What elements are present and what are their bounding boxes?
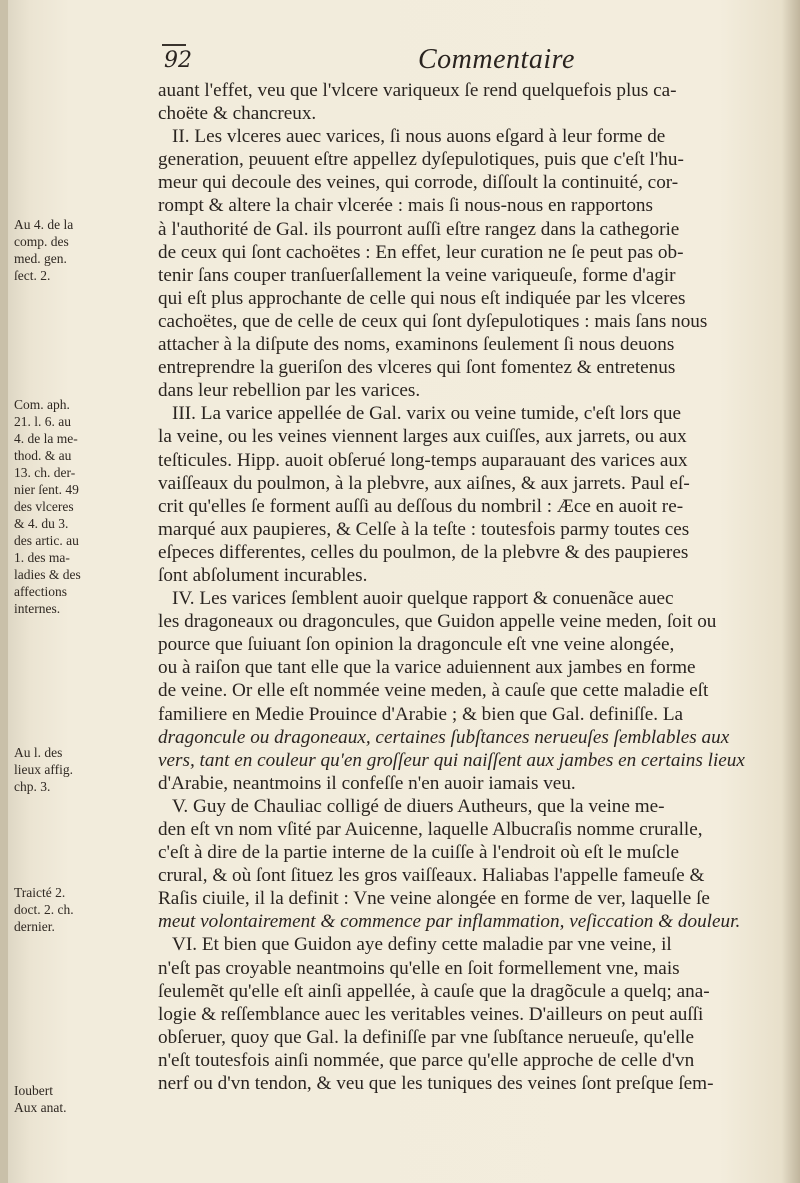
paragraph-V-start: V. Guy de Chauliac colligé de diuers Autheurs, que la veine me- [172, 795, 665, 817]
margin-note-line: & 4. du 3. [14, 516, 69, 531]
margin-note-line: 4. de la me- [14, 431, 78, 446]
text-line: eſpeces differentes, celles du poulmon, de la plebvre & des paupieres [158, 541, 689, 563]
text-line: dans leur rebellion par les varices. [158, 380, 421, 402]
text-line: logie & reſſemblance auec les veritables veines. D'ailleurs on peut auſſi [158, 1003, 704, 1025]
margin-note-line: thod. & au [14, 448, 72, 463]
margin-note-line: des artic. au [14, 533, 79, 548]
page-right-shadow [782, 0, 800, 1183]
text-line: qui eſt plus approchante de celle qui nous eſt indiquée par les vlceres [158, 287, 686, 309]
page-gutter [0, 0, 8, 1183]
text-line: meut volontairement & commence par inflammation, veſiccation & douleur. [158, 911, 741, 933]
margin-note [14, 216, 154, 284]
text-line: d'Arabie, neantmoins il confeſſe n'en auoir iamais veu. [158, 772, 576, 794]
text-line: auant l'effet, veu que l'vlcere variqueux ſe rend quelquefois plus ca- [158, 80, 677, 101]
margin-note-line: Au l. des [14, 745, 63, 760]
margin-note-line: affections [14, 584, 67, 599]
text-line: cachoëtes, que de celle de ceux qui ſont dyſepulotiques : mais ſans nous [158, 310, 708, 332]
text-line: ſeulemẽt qu'elle eſt ainſi appellée, à cauſe que la dragõcule a quelq; ana- [158, 980, 710, 1002]
text-line: n'eſt toutesfois ainſi nommée, que parce qu'elle approche de celle d'vn [158, 1049, 695, 1071]
margin-note-line: doct. 2. ch. [14, 902, 74, 917]
text-line: teſticules. Hipp. auoit obſerué long-temps auparauant des varices aux [158, 449, 688, 471]
page-number-rule [162, 44, 186, 46]
text-line: à l'authorité de Gal. ils pourront auſſi eſtre rangez dans la cathegorie [158, 218, 680, 240]
margin-note [14, 396, 154, 617]
margin-note-line: dernier. [14, 919, 55, 934]
running-title: Commentaire [418, 44, 575, 75]
text-line: generation, peuuent eſtre appellez dyſepulotiques, puis que c'eſt l'hu- [158, 149, 684, 171]
text-line: den eſt vn nom vſité par Auicenne, laquelle Albucraſis nomme cruralle, [158, 819, 703, 840]
margin-note-line: nier ſent. 49 [14, 482, 79, 497]
text-line: crural, & où ſont ſituez les gros vaiſſeaux. Haliabas l'appelle fameuſe & [158, 865, 705, 887]
margin-note-line: Aux anat. [14, 1100, 67, 1115]
margin-note-line: 13. ch. der- [14, 465, 76, 480]
text-line: les dragoneaux ou dragoncules, que Guidon appelle veine meden, ſoit ou [158, 611, 717, 633]
text-line: attacher à la diſpute des noms, examinons ſeulement ſi nous deuons [158, 334, 675, 356]
paragraph-IV-start: IV. Les varices ſemblent auoir quelque rapport & conuenãce auec [172, 588, 674, 610]
page-number: 92 [164, 48, 192, 73]
margin-note-line: lieux affig. [14, 762, 73, 777]
text-line: la veine, ou les veines viennent larges aux cuiſſes, aux jarrets, ou aux [158, 426, 687, 448]
text-line: dragoncule ou dragoneaux, certaines ſubſtances nerueuſes ſemblables aux [158, 726, 730, 748]
text-line: vaiſſeaux du poulmon, à la plebvre, aux aiſnes, & aux jarrets. Paul eſ- [158, 472, 690, 494]
margin-note [14, 1082, 154, 1116]
text-line: ou à raiſon que tant elle que la varice aduiennent aux jambes en forme [158, 657, 696, 679]
text-line: c'eſt à dire de la partie interne de la cuiſſe à l'endroit où eſt le muſcle [158, 842, 680, 864]
body-text [158, 79, 782, 1095]
text-line: meur qui decoule des veines, qui corrode, diſſoult la continuité, cor- [158, 172, 679, 194]
text-line: rompt & altere la chair vlcerée : mais ſi nous-nous en rapportons [158, 195, 653, 217]
text-line: de veine. Or elle eſt nommée veine meden, à cauſe que cette maladie eſt [158, 680, 709, 702]
margin-note-line: comp. des [14, 234, 69, 249]
text-line: obſeruer, quoy que Gal. la definiſſe par vne ſubſtance nerueuſe, qu'elle [158, 1026, 694, 1048]
margin-note-line: med. gen. [14, 251, 67, 266]
text-line: entreprendre la gueriſon des vlceres qui ſont fomentez & entretenus [158, 357, 676, 379]
margin-note-line: Ioubert [14, 1083, 53, 1098]
page-header [150, 44, 770, 84]
text-line: nerf ou d'vn tendon, & veu que les tuniques des veines ſont preſque ſem- [158, 1073, 714, 1095]
margin-note [14, 884, 154, 935]
paragraph-III-start: III. La varice appellée de Gal. varix ou veine tumide, c'eſt lors que [172, 403, 682, 425]
margin-note-line: internes. [14, 601, 61, 616]
text-line: pource que ſuiuant ſon opinion la dragoncule eſt vne veine alongée, [158, 634, 675, 656]
text-line: de ceux qui ſont cachoëtes : En effet, leur curation ne ſe peut pas ob- [158, 241, 684, 263]
paragraph-II-start: II. Les vlceres auec varices, ſi nous auons eſgard à leur forme de [172, 126, 666, 148]
margin-note-line: Au 4. de la [14, 217, 74, 232]
margin-note-line: ſect. 2. [14, 268, 51, 283]
text-line: ſont abſolument incurables. [158, 564, 368, 586]
margin-note [14, 744, 154, 795]
margin-note-line: ladies & des [14, 567, 81, 582]
margin-note-line: chp. 3. [14, 779, 51, 794]
text-line: Raſis ciuile, il la definit : Vne veine alongée en forme de ver, laquelle ſe [158, 888, 710, 910]
text-line: marqué aux paupieres, & Celſe à la teſte : toutesfois parmy toutes ces [158, 518, 690, 540]
text-line: choëte & chancreux. [158, 103, 317, 125]
margin-note-line: Com. aph. [14, 397, 70, 412]
text-line: n'eſt pas croyable neantmoins qu'elle en ſoit formellement vne, mais [158, 957, 680, 979]
margin-note-line: 21. l. 6. au [14, 414, 71, 429]
text-line: crit qu'elles ſe forment auſſi au deſſous du nombril : Æce en auoit re- [158, 495, 684, 517]
margin-note-line: des vlceres [14, 499, 74, 514]
text-line: tenir ſans couper tranſuerſallement la veine variqueuſe, forme d'agir [158, 264, 676, 286]
margin-note-line: Traicté 2. [14, 885, 66, 900]
text-line: vers, tant en couleur qu'en groſſeur qui naiſſent aux jambes en certains lieux [158, 749, 745, 771]
text-line: familiere en Medie Prouince d'Arabie ; & bien que Gal. definiſſe. La [158, 703, 684, 725]
margin-note-line: 1. des ma- [14, 550, 70, 565]
paragraph-VI-start: VI. Et bien que Guidon aye definy cette maladie par vne veine, il [172, 934, 672, 956]
